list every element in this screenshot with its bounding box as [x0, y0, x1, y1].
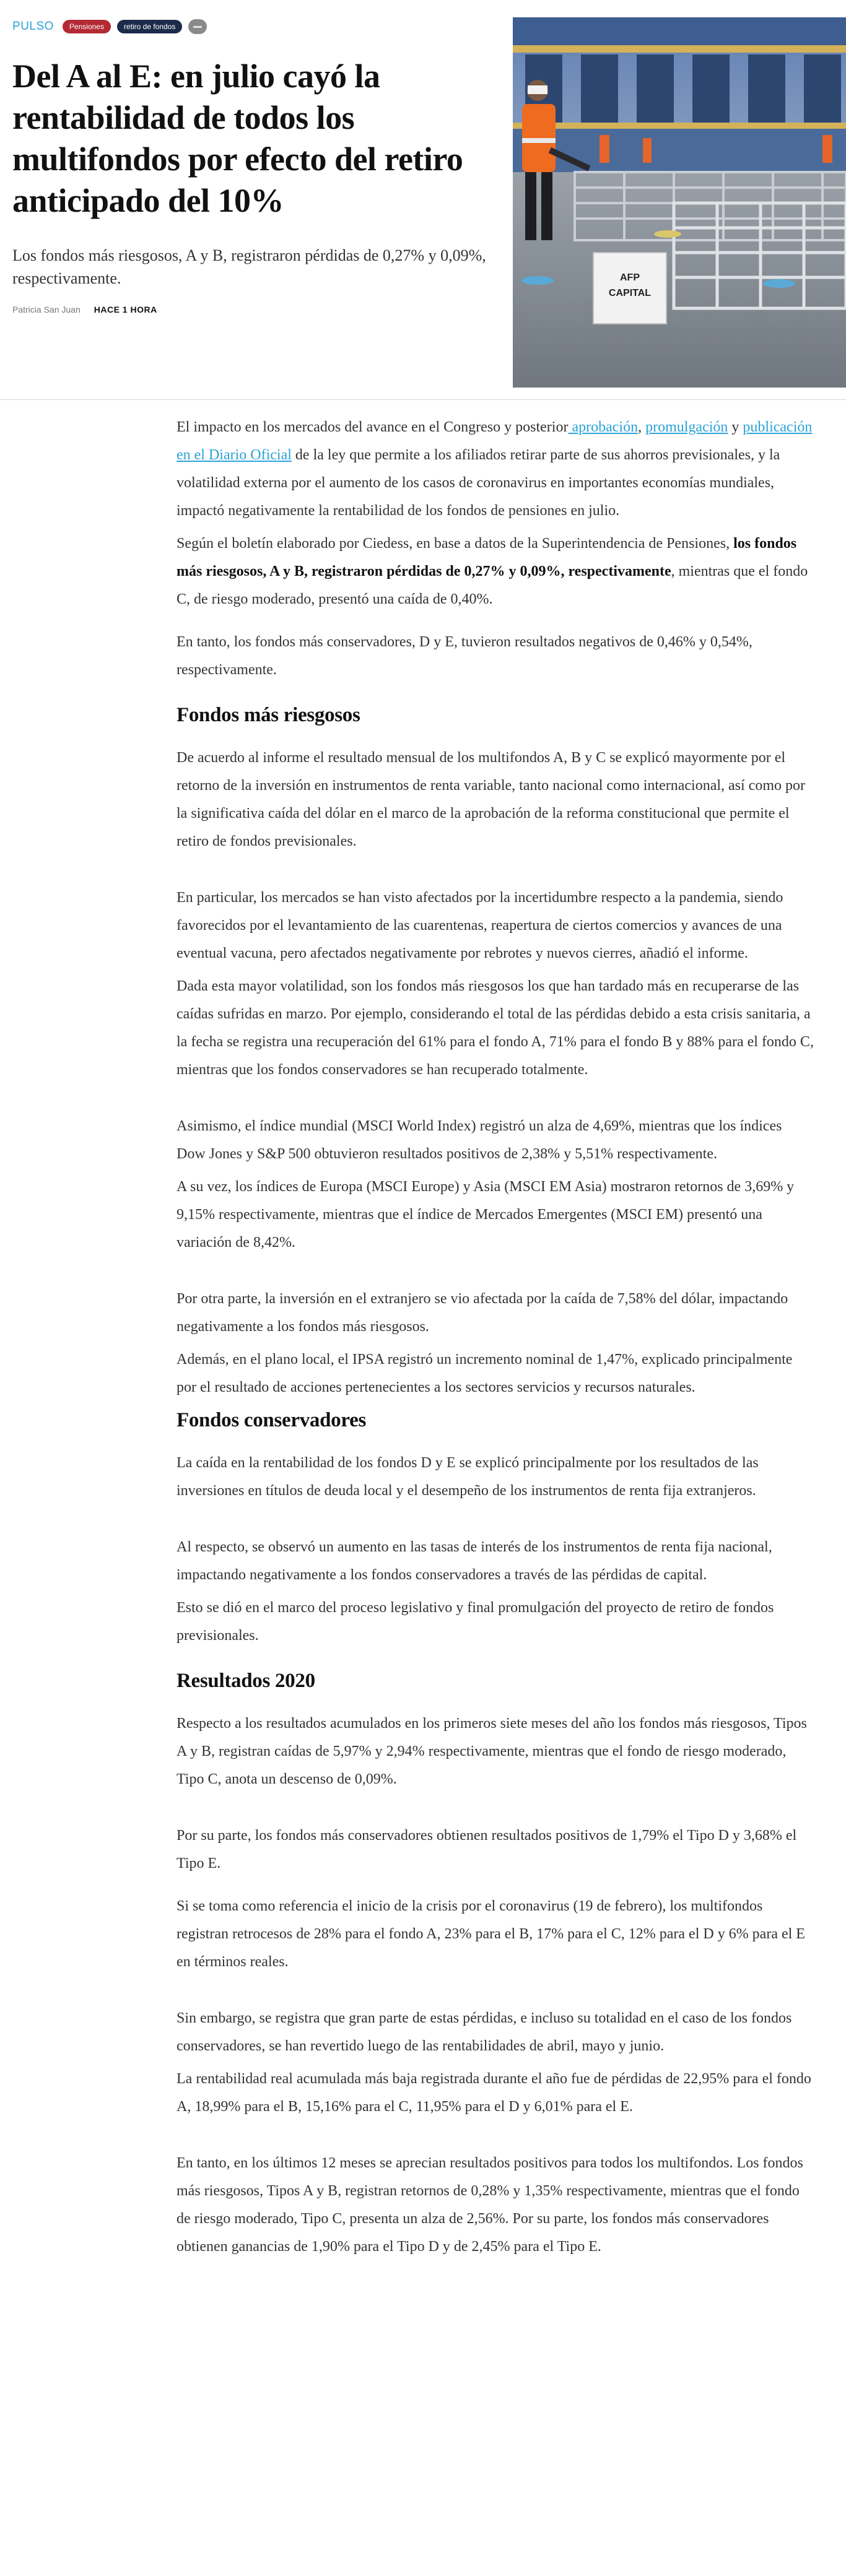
publish-time: HACE 1 HORA: [94, 305, 157, 314]
tag-pensiones[interactable]: Pensiones: [63, 20, 111, 33]
paragraph-acumulados: Respecto a los resultados acumulados en los primeros siete meses del año los fondos más riesgosos, Tipos A y B, registran caídas de 5,97% y 2,94% respectivamente, mientras que el fondo de riesgo moderado, Tipo C, anota un descenso de 0,09%.: [177, 1715, 807, 1787]
tag-retiro-de-fondos[interactable]: retiro de fondos: [117, 20, 182, 33]
link-promulgacion[interactable]: promulgación: [645, 419, 728, 435]
hero-image: [513, 17, 846, 388]
sign-text-2: CAPITAL: [608, 288, 652, 298]
intro-text-b: ,: [638, 419, 646, 435]
paragraph-ciedess: [177, 530, 814, 614]
paragraph-proceso-legislativo: Esto se dió en el marco del proceso legislativo y final promulgación del proyecto de retiro de fondos previsionales.: [177, 1600, 774, 1644]
article-header: [0, 0, 846, 396]
heading-fondos-conservadores: Fondos conservadores: [177, 1409, 366, 1431]
ciedess-text-a: Según el boletín elaborado por Ciedess, en base a datos de la Superintendencia de Pensiones,: [177, 536, 734, 552]
paragraph-msci-europe-asia: A su vez, los índices de Europa (MSCI Europe) y Asia (MSCI EM Asia) mostraron retornos de 3,69% y 9,15% respectivamente, mientras que el índice de Mercados Emergentes (MSCI EM) presentó una variación de 8,42%.: [177, 1179, 795, 1251]
header-divider: [0, 399, 846, 400]
ellipsis-icon: [193, 26, 202, 28]
paragraph-revertido: Sin embargo, se registra que gran parte de estas pérdidas, e incluso su totalidad en el caso de los fondos conservadores, se han revertido luego de las rentabilidades de abril, mayo y junio.: [177, 2010, 792, 2054]
author-link[interactable]: Patricia San Juan: [12, 305, 81, 314]
paragraph-ipsa: Además, en el plano local, el IPSA registró un incremento nominal de 1,47%, explicado principalmente por el resultado de acciones pertenecientes a los sectores servicios y recursos naturales.: [177, 1351, 793, 1395]
paragraph-tasas: Al respecto, se observó un aumento en las tasas de interés de los instrumentos de renta fija nacional, impactando negativamente a los fondos conservadores a través de las pérdidas de capital.: [177, 1539, 772, 1583]
tag-row: [12, 19, 495, 35]
heading-fondos-riesgosos: Fondos más riesgosos: [177, 704, 360, 726]
section-link[interactable]: PULSO: [12, 20, 54, 33]
intro-text-c: y: [728, 419, 743, 435]
paragraph-ultimos-12-meses: En tanto, en los últimos 12 meses se aprecian resultados positivos para todos los multifondos. Los fondos más riesgosos, Tipos A y B, registran retornos de 0,28% y 1,35% respectivamente, mientras que el fondo de riesgo moderado, Tipo C, presenta un alza de 2,56%. Por su parte, los fondos más conservadores obtienen ganancias de 1,90% para el Tipo D y de 2,45% para el Tipo E.: [177, 2155, 803, 2255]
paragraph-volatilidad: Dada esta mayor volatilidad, son los fondos más riesgosos los que han tardado más en recuperarse de las caídas sufridas en marzo. Por ejemplo, considerando el total de las pérdidas debido a esta crisis sanitaria, a la fecha se registra una recuperación del 61% para el fondo A, 71% para el fondo B y 88% para el fondo C, mientras que los fondos conservadores se han recuperado totalmente.: [177, 978, 814, 1078]
ciedess-bold: los fondos más riesgosos, A y B, registraron pérdidas de 0,27% y 0,09%, respectivamente: [177, 536, 797, 579]
more-tags-button[interactable]: [188, 19, 207, 34]
paragraph-mercados: En particular, los mercados se han visto afectados por la incertidumbre respecto a la pandemia, siendo favorecidos por el levantamiento de las cuarentenas, reapertura de ciertos comercios y avances de una eventual vacuna, pero afectados negativamente por rebrotes y nuevos cierres, añadió el informe.: [177, 890, 783, 961]
paragraph-dolar: Por otra parte, la inversión en el extranjero se vio afectada por la caída de 7,58% del dólar, impactando negativamente a los fondos más riesgosos.: [177, 1291, 788, 1335]
paragraph-conservadores-positivos: Por su parte, los fondos más conservadores obtienen resultados positivos de 1,79% el Tipo D y 3,68% el Tipo E.: [177, 1828, 797, 1871]
intro-text-d: de la ley que permite a los afiliados retirar parte de sus ahorros previsionales, y la volatilidad externa por el aumento de los casos de coronavirus en importantes economías mundiales, impactó negativamente la rentabilidad de los fondos de pensiones en julio.: [177, 447, 780, 519]
hero-illustration: [513, 17, 846, 388]
paragraph-referencia-crisis: Si se toma como referencia el inicio de la crisis por el coronavirus (19 de febrero), los multifondos registran retrocesos de 28% para el fondo A, 23% para el B, 17% para el C, 12% para el D y 6% para el E en términos reales.: [177, 1898, 805, 1970]
byline: [12, 305, 495, 314]
header-text-block: [12, 19, 495, 314]
paragraph-caida-d-e: La caída en la rentabilidad de los fondos D y E se explicó principalmente por los resultados de las inversiones en títulos de deuda local y el desempeño de los instrumentos de renta fija extranjeros.: [177, 1455, 759, 1499]
paragraph-intro: [177, 414, 814, 525]
intro-text-a: El impacto en los mercados del avance en el Congreso y posterior: [177, 419, 569, 435]
link-diario-oficial[interactable]: publicación en el Diario Oficial: [177, 419, 813, 463]
paragraph-msci-world: Asimismo, el índice mundial (MSCI World Index) registró un alza de 4,69%, mientras que los índices Dow Jones y S&P 500 obtuvieron resultados positivos de 2,38% y 5,51% respectivamente.: [177, 1118, 782, 1162]
paragraph-rentabilidad-baja: La rentabilidad real acumulada más baja registrada durante el año fue de pérdidas de 22,95% para el fondo A, 18,99% para el B, 15,16% para el C, 11,95% para el D y 6,01% para el E.: [177, 2071, 811, 2115]
article-subtitle: Los fondos más riesgosos, A y B, registraron pérdidas de 0,27% y 0,09%, respectivamente.: [12, 246, 486, 287]
article-body: [177, 414, 814, 2261]
link-aprobacion[interactable]: aprobación: [568, 419, 639, 435]
heading-resultados-2020: Resultados 2020: [177, 1670, 315, 1692]
ciedess-text-b: , mientras que el fondo C, de riesgo moderado, presentó una caída de 0,40%.: [177, 563, 808, 607]
paragraph-conservadores-intro: En tanto, los fondos más conservadores, D y E, tuvieron resultados negativos de 0,46% y 0,54%, respectivamente.: [177, 634, 752, 678]
paragraph-informe: De acuerdo al informe el resultado mensual de los multifondos A, B y C se explicó mayormente por el retorno de la inversión en instrumentos de renta variable, tanto nacional como internacional, así como por la significativa caída del dólar en el marco de la aprobación de la reforma constitucional que permite el retiro de fondos previsionales.: [177, 750, 805, 849]
article-title: Del A al E: en julio cayó la rentabilidad de todos los multifondos por efecto del retiro anticipado del 10%: [12, 58, 463, 219]
sign-text-1: AFP: [620, 272, 640, 283]
